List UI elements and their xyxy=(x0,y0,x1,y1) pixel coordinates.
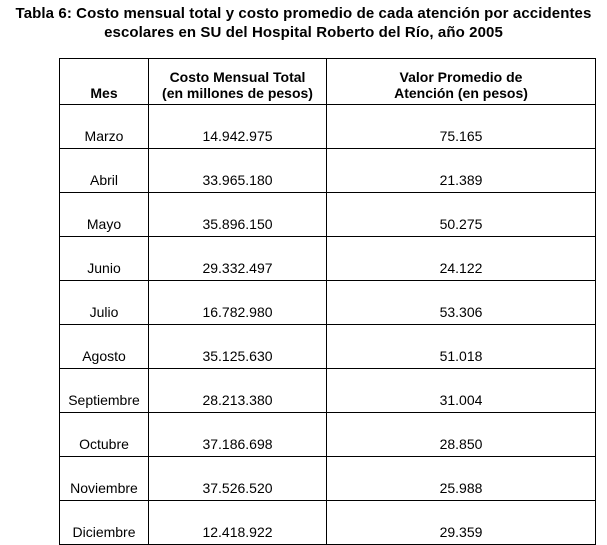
cell-valor: 50.275 xyxy=(327,193,596,237)
header-mes-label: Mes xyxy=(90,85,118,101)
table-row xyxy=(60,149,596,193)
cell-mes: Septiembre xyxy=(60,369,149,413)
cell-costo: 37.526.520 xyxy=(149,457,327,501)
cell-costo: 35.125.630 xyxy=(149,325,327,369)
table-row xyxy=(60,105,596,149)
cell-mes: Abril xyxy=(60,149,149,193)
header-valor-line-1: Valor Promedio de xyxy=(399,69,523,85)
table-caption-line-2: escolares en SU del Hospital Roberto del Río, año 2005 xyxy=(104,24,503,41)
cell-mes: Diciembre xyxy=(60,501,149,545)
table-row xyxy=(60,501,596,545)
cell-costo: 33.965.180 xyxy=(149,149,327,193)
table-row xyxy=(60,193,596,237)
cell-valor: 28.850 xyxy=(327,413,596,457)
cell-mes: Junio xyxy=(60,237,149,281)
table-row xyxy=(60,457,596,501)
cell-valor: 21.389 xyxy=(327,149,596,193)
cost-table xyxy=(59,58,596,545)
cell-costo: 14.942.975 xyxy=(149,105,327,149)
cell-mes: Marzo xyxy=(60,105,149,149)
cell-mes: Noviembre xyxy=(60,457,149,501)
cell-costo: 16.782.980 xyxy=(149,281,327,325)
table-caption-line-1: Tabla 6: Costo mensual total y costo promedio de cada atención por accidentes xyxy=(15,5,592,22)
cell-costo: 35.896.150 xyxy=(149,193,327,237)
cell-costo: 12.418.922 xyxy=(149,501,327,545)
table-row xyxy=(60,413,596,457)
cell-costo: 28.213.380 xyxy=(149,369,327,413)
cell-valor: 31.004 xyxy=(327,369,596,413)
header-valor-promedio xyxy=(327,59,596,105)
cell-valor: 53.306 xyxy=(327,281,596,325)
cell-mes: Octubre xyxy=(60,413,149,457)
table-row xyxy=(60,237,596,281)
table-row xyxy=(60,281,596,325)
header-row xyxy=(60,59,596,105)
table-row xyxy=(60,325,596,369)
cell-valor: 75.165 xyxy=(327,105,596,149)
header-valor-line-2: Atención (en pesos) xyxy=(394,85,528,101)
cell-costo: 29.332.497 xyxy=(149,237,327,281)
header-mes xyxy=(60,59,149,105)
table-header xyxy=(60,59,596,105)
cell-valor: 24.122 xyxy=(327,237,596,281)
header-costo-mensual xyxy=(149,59,327,105)
header-costo-line-1: Costo Mensual Total xyxy=(169,69,306,85)
cell-valor: 51.018 xyxy=(327,325,596,369)
cell-valor: 25.988 xyxy=(327,457,596,501)
header-costo-line-2: (en millones de pesos) xyxy=(162,85,313,101)
cell-costo: 37.186.698 xyxy=(149,413,327,457)
cell-valor: 29.359 xyxy=(327,501,596,545)
table-caption xyxy=(0,4,607,42)
cell-mes: Agosto xyxy=(60,325,149,369)
table-row xyxy=(60,369,596,413)
table-body xyxy=(60,105,596,545)
cell-mes: Mayo xyxy=(60,193,149,237)
cell-mes: Julio xyxy=(60,281,149,325)
